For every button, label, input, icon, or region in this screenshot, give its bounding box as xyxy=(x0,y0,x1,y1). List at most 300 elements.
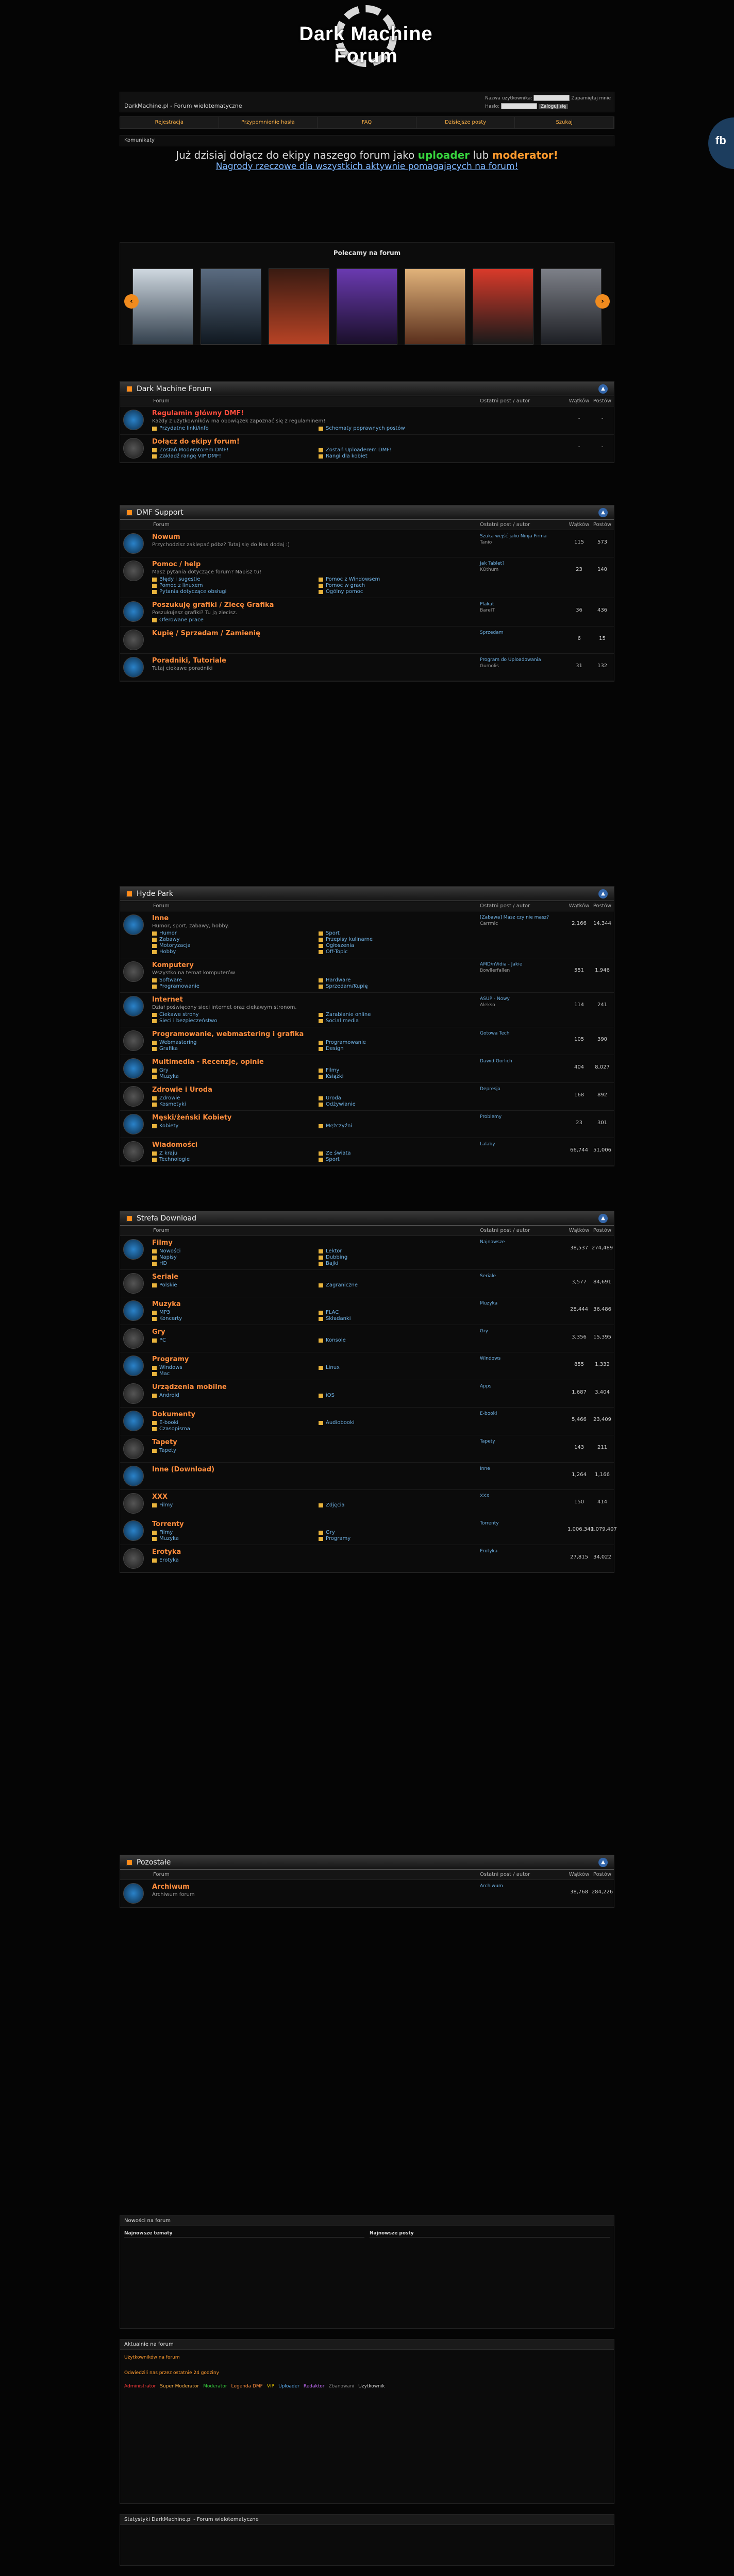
visitors-24h: Odwiedzili nas przez ostatnie 24 godziny xyxy=(124,2370,219,2376)
post-count: 8,027 xyxy=(595,1064,610,1070)
topic-count: 168 xyxy=(574,1092,585,1098)
legend-item: VIP xyxy=(266,2384,275,2389)
forum-title[interactable]: Programowanie, webmastering i grafika xyxy=(152,1030,304,1038)
forum-status-icon xyxy=(123,1328,144,1349)
topic-count: 6 xyxy=(577,636,581,641)
forum-title[interactable]: Archiwum xyxy=(152,1883,190,1891)
password-label: Hasło: xyxy=(485,104,500,109)
last-post-link[interactable]: Plakat xyxy=(480,602,494,607)
forum-description: Humor, sport, zabawy, hobby. xyxy=(152,923,229,929)
subforum-link[interactable]: Składanki xyxy=(319,1316,475,1321)
forum-title[interactable]: Dokumenty xyxy=(152,1411,195,1418)
category-icon xyxy=(126,1215,132,1222)
category-icon xyxy=(126,510,132,516)
category-header[interactable] xyxy=(120,887,614,901)
subforum-link[interactable]: Muzyka xyxy=(152,1536,308,1541)
collapse-icon[interactable]: ▲ xyxy=(598,889,608,899)
forum-description: Archiwum forum xyxy=(152,1892,195,1897)
topic-count: 114 xyxy=(574,1002,585,1008)
forum-status-icon xyxy=(123,657,144,677)
subforum-link[interactable]: Off-Topic xyxy=(319,949,475,955)
subforum-link[interactable]: Oferowane prace xyxy=(152,617,308,623)
last-post-link[interactable]: XXX xyxy=(480,1494,490,1499)
last-post-author[interactable]: Alekso xyxy=(480,1003,495,1008)
subforum-link[interactable]: Erotyka xyxy=(152,1557,308,1563)
forum-title[interactable]: Gry xyxy=(152,1328,165,1336)
topic-count: 23 xyxy=(576,567,582,572)
forum-status-icon xyxy=(123,1438,144,1459)
forum-row xyxy=(120,1545,614,1572)
top-bar xyxy=(120,92,614,112)
legend-item: Moderator xyxy=(203,2384,227,2389)
category-header[interactable] xyxy=(120,505,614,520)
menu-item[interactable]: Dzisiejsze posty xyxy=(416,117,515,128)
topic-count: 38,537 xyxy=(570,1245,588,1251)
username-label: Nazwa użytkownika: xyxy=(485,96,532,101)
site-logo[interactable] xyxy=(289,0,443,77)
collapse-icon[interactable]: ▲ xyxy=(598,384,608,394)
carousel-prev-icon[interactable]: ‹ xyxy=(124,294,139,309)
forum-row xyxy=(120,1490,614,1517)
forum-title[interactable]: Męski/żeński Kobiety xyxy=(152,1114,232,1122)
subforum-link[interactable]: Social media xyxy=(319,1018,475,1024)
forum-title[interactable]: Muzyka xyxy=(152,1300,181,1308)
last-post-link[interactable]: ASUP - Nowy xyxy=(480,996,510,1002)
last-post-link[interactable]: Muzyka xyxy=(480,1301,498,1306)
forum-description: Poszukujesz grafiki? Tu ją zlecisz. xyxy=(152,610,238,616)
last-post-author[interactable]: Bowllerfallen xyxy=(480,968,510,973)
forum-title[interactable]: Wiadomości xyxy=(152,1141,198,1149)
forum-status-icon xyxy=(123,914,144,935)
forum-status-icon xyxy=(123,996,144,1016)
topic-count: 38,768 xyxy=(570,1889,588,1895)
subforum-link[interactable]: Bajki xyxy=(319,1261,475,1266)
category xyxy=(120,1855,614,1908)
post-count: 84,691 xyxy=(593,1279,611,1285)
online-users: Użytkowników na forum xyxy=(124,2355,180,2360)
forum-title[interactable]: Inne (Download) xyxy=(152,1466,215,1473)
forum-row xyxy=(120,1111,614,1138)
forum-row xyxy=(120,406,614,435)
last-post-link[interactable]: Gry xyxy=(480,1329,489,1334)
collapse-icon[interactable]: ▲ xyxy=(598,1214,608,1223)
column-headers: Forum Ostatni post / autor Wątków Postów xyxy=(120,1226,614,1236)
last-post-link[interactable]: Inne xyxy=(480,1466,490,1471)
last-post-link[interactable]: Erotyka xyxy=(480,1549,498,1554)
last-post-link[interactable]: Windows xyxy=(480,1356,501,1361)
password-input[interactable] xyxy=(501,103,537,109)
category-title[interactable]: Strefa Download xyxy=(137,1214,196,1223)
last-post-link[interactable]: [Zabawa] Masz czy nie masz? xyxy=(480,915,549,920)
post-count: 1,946 xyxy=(595,968,610,973)
forum-title[interactable]: Zdrowie i Uroda xyxy=(152,1086,212,1094)
forum-title[interactable]: Programy xyxy=(152,1355,189,1363)
legend-item: Zbanowani xyxy=(328,2384,355,2389)
post-count: - xyxy=(601,416,604,421)
remember-label[interactable]: Zapamiętaj mnie xyxy=(571,96,611,101)
featured-cover[interactable] xyxy=(337,268,397,345)
forum-title[interactable]: Kupię / Sprzedam / Zamienię xyxy=(152,630,260,637)
column-headers: Forum Ostatni post / autor Wątków Postów xyxy=(120,1870,614,1880)
category-title[interactable]: Hyde Park xyxy=(137,889,174,898)
legend-item: Administrator xyxy=(124,2384,156,2389)
forum-status-icon xyxy=(123,1411,144,1431)
category xyxy=(120,505,614,682)
featured-cover[interactable] xyxy=(201,268,261,345)
forum-row xyxy=(120,1463,614,1490)
last-post-link[interactable]: AMD/nVidia - Jakie xyxy=(480,962,523,967)
forum-description: Przychodzisz zaklepać póbz? Tutaj się do Nas dodaj :) xyxy=(152,542,290,548)
subforum-link[interactable]: Mac xyxy=(152,1371,308,1377)
last-post-link[interactable]: Lalaby xyxy=(480,1142,495,1147)
post-count: 15 xyxy=(599,636,606,641)
topic-count: 5,466 xyxy=(572,1417,587,1422)
forum-status-icon xyxy=(123,1383,144,1404)
notice-label: Komunikaty xyxy=(120,135,614,146)
category-header[interactable] xyxy=(120,1855,614,1870)
site-title: Dark Machine Forum xyxy=(299,23,433,67)
legend-item: Super Moderator xyxy=(160,2384,199,2389)
post-count: 1,079,407 xyxy=(591,1527,617,1532)
topic-count: 31 xyxy=(576,663,582,669)
subforum-link[interactable]: Konsole xyxy=(319,1337,475,1343)
menu-item[interactable]: FAQ xyxy=(318,117,416,128)
subforum-link[interactable]: Audiobooki xyxy=(319,1420,475,1426)
forum-title[interactable]: Regulamin główny DMF! xyxy=(152,410,244,417)
last-post-link[interactable]: E-booki xyxy=(480,1411,497,1416)
subforum-link[interactable]: Humor xyxy=(152,930,308,936)
subforum-link[interactable]: Hobby xyxy=(152,949,308,955)
subforum-link[interactable]: Gry xyxy=(152,1067,308,1073)
topic-count: 105 xyxy=(574,1037,585,1042)
subforum-link[interactable]: Rangi dla kobiet xyxy=(319,453,475,459)
subforum-link[interactable]: Odżywianie xyxy=(319,1101,475,1107)
subforum-link[interactable]: Koncerty xyxy=(152,1316,308,1321)
featured-cover[interactable] xyxy=(405,268,465,345)
subforum-link[interactable]: Sport xyxy=(319,1157,475,1162)
last-post-author[interactable]: Tanio xyxy=(480,540,492,545)
forum-row xyxy=(120,958,614,993)
subforum-link[interactable]: Nowości xyxy=(152,1248,308,1254)
forum-description: Masz pytania dotyczące forum? Napisz tu! xyxy=(152,569,262,575)
forum-title[interactable]: Urządzenia mobilne xyxy=(152,1383,227,1391)
subforum-link[interactable]: Ogłoszenia xyxy=(319,943,475,948)
topic-count: 23 xyxy=(576,1120,582,1126)
subforum-link[interactable]: Kosmetyki xyxy=(152,1101,308,1107)
username-input[interactable] xyxy=(533,95,570,101)
forum-row xyxy=(120,993,614,1027)
subforum-link[interactable]: Windows xyxy=(152,1365,308,1370)
featured-cover[interactable] xyxy=(541,268,602,345)
last-post-link[interactable]: Najnowsze xyxy=(480,1240,505,1245)
login-form xyxy=(485,94,611,111)
breadcrumb[interactable]: DarkMachine.pl - Forum wielotematyczne xyxy=(124,103,242,109)
topic-count: 150 xyxy=(574,1499,585,1505)
online-title: Aktualnie na forum xyxy=(120,2340,614,2350)
forum-title[interactable]: Filmy xyxy=(152,1239,173,1247)
subforum-link[interactable]: MP3 xyxy=(152,1310,308,1315)
forum-row xyxy=(120,598,614,626)
forum-status-icon xyxy=(123,1493,144,1514)
subforum-link[interactable]: Programy xyxy=(319,1536,475,1541)
forum-row xyxy=(120,1408,614,1435)
forum-description: Każdy z użytkowników ma obowiązek zapoznać się z regulaminem! xyxy=(152,418,326,424)
forum-title[interactable]: Poradniki, Tutoriale xyxy=(152,657,226,665)
forum-title[interactable]: Tapety xyxy=(152,1438,177,1446)
post-count: 14,344 xyxy=(593,921,611,926)
subforum-link[interactable]: Schematy poprawnych postów xyxy=(319,426,475,431)
subforum-link[interactable]: Sport xyxy=(319,930,475,936)
forum-row xyxy=(120,1138,614,1166)
last-post-link[interactable]: Tapety xyxy=(480,1439,495,1444)
forum-row xyxy=(120,1325,614,1352)
last-post-link[interactable]: Problemy xyxy=(480,1114,502,1120)
last-post-link[interactable]: Depresja xyxy=(480,1087,501,1092)
post-count: 274,489 xyxy=(591,1245,613,1251)
subforum-link[interactable]: E-booki xyxy=(152,1420,308,1426)
forum-row xyxy=(120,1880,614,1907)
subforum-link[interactable]: Dubbing xyxy=(319,1255,475,1260)
notice-link[interactable]: Nagrody rzeczowe dla wszystkich aktywnie pomagających na forum! xyxy=(215,161,519,172)
forum-row xyxy=(120,654,614,681)
last-post-link[interactable]: Archiwum xyxy=(480,1884,503,1889)
last-post-author[interactable]: BareIT xyxy=(480,608,495,613)
subforum-link[interactable]: Grafika xyxy=(152,1046,308,1052)
subforum-link[interactable]: Sprzedam/Kupię xyxy=(319,984,475,989)
subforum-link[interactable]: Ciekawe strony xyxy=(152,1012,308,1018)
subforum-link[interactable]: Czasopisma xyxy=(152,1426,308,1432)
forum-title[interactable]: Inne xyxy=(152,914,169,922)
forum-row xyxy=(120,435,614,463)
forum-status-icon xyxy=(123,1273,144,1294)
category-header[interactable] xyxy=(120,1211,614,1226)
subforum-link[interactable]: Książki xyxy=(319,1074,475,1079)
post-count: 132 xyxy=(597,663,608,669)
post-count: 1,166 xyxy=(595,1472,610,1478)
forum-status-icon xyxy=(123,1030,144,1051)
category-header[interactable] xyxy=(120,382,614,396)
subforum-link[interactable]: FLAC xyxy=(319,1310,475,1315)
forum-description: Tutaj ciekawe poradniki xyxy=(152,666,213,671)
forum-row xyxy=(120,626,614,654)
forum-title[interactable]: Seriale xyxy=(152,1273,179,1281)
subforum-link[interactable]: Ogólny pomoc xyxy=(319,589,475,595)
forum-title[interactable]: Internet xyxy=(152,996,183,1004)
forum-status-icon xyxy=(123,1883,144,1904)
subforum-link[interactable]: Zostań Uploaderem DMF! xyxy=(319,447,475,453)
forum-status-icon xyxy=(123,1355,144,1376)
forum-title[interactable]: Multimedia - Recenzje, opinie xyxy=(152,1058,264,1066)
subforum-link[interactable]: Pomoc z linuxem xyxy=(152,583,308,588)
group-legend xyxy=(120,2381,614,2392)
subforum-link[interactable]: Z kraju xyxy=(152,1150,308,1156)
featured-cover[interactable] xyxy=(132,268,193,345)
post-count: 1,332 xyxy=(595,1362,610,1367)
subforum-link[interactable]: iOS xyxy=(319,1393,475,1398)
collapse-icon[interactable]: ▲ xyxy=(598,508,608,517)
category xyxy=(120,1211,617,1573)
forum-row xyxy=(120,530,614,557)
topic-count: 551 xyxy=(574,968,585,973)
category xyxy=(120,886,614,1166)
login-button[interactable]: Zaloguj się xyxy=(539,104,568,109)
post-count: 211 xyxy=(597,1445,608,1450)
last-post-link[interactable]: Szuka wejść jako Ninja Firma xyxy=(480,534,547,539)
subforum-link[interactable]: Hardware xyxy=(319,977,475,983)
post-count: 573 xyxy=(597,539,608,545)
last-post-author[interactable]: Carrmic xyxy=(480,921,498,926)
forum-row xyxy=(120,557,614,598)
subforum-link[interactable]: Linux xyxy=(319,1365,475,1370)
featured-cover[interactable] xyxy=(473,268,533,345)
forum-status-icon xyxy=(123,561,144,581)
last-post-link[interactable]: Apps xyxy=(480,1384,492,1389)
topic-count: 28,444 xyxy=(570,1307,588,1312)
subforum-link[interactable]: Przepisy kulinarne xyxy=(319,937,475,942)
subforum-link[interactable]: Zabawy xyxy=(152,937,308,942)
forum-title[interactable]: Nowum xyxy=(152,533,180,541)
subforum-link[interactable]: Pomoc z Windowsem xyxy=(319,577,475,582)
collapse-icon[interactable]: ▲ xyxy=(598,1858,608,1867)
subforum-link[interactable]: Sieci i bezpieczeństwo xyxy=(152,1018,308,1024)
subforum-link[interactable]: Filmy xyxy=(152,1530,308,1535)
post-count: 23,409 xyxy=(593,1417,611,1422)
post-count: 892 xyxy=(597,1092,608,1098)
subforum-link[interactable]: Filmy xyxy=(152,1502,308,1508)
subforum-link[interactable]: Błędy i sugestie xyxy=(152,577,308,582)
subforum-link[interactable]: Ze świata xyxy=(319,1150,475,1156)
subforum-link[interactable]: Pytania dotyczące obsługi xyxy=(152,589,308,595)
subforum-link[interactable]: Programowanie xyxy=(319,1040,475,1045)
forum-title[interactable]: Pomoc / help xyxy=(152,561,201,568)
topic-count: 1,006,340 xyxy=(568,1527,594,1532)
subforum-link[interactable]: PC xyxy=(152,1337,308,1343)
new-content-box xyxy=(120,2215,614,2329)
forum-status-icon xyxy=(123,1141,144,1162)
last-post-link[interactable]: Program do Uploadowania xyxy=(480,657,541,663)
post-count: - xyxy=(601,444,604,450)
topic-count: 115 xyxy=(574,539,585,545)
forum-row xyxy=(120,1435,614,1463)
subforum-link[interactable]: Muzyka xyxy=(152,1074,308,1079)
menu-item[interactable]: Rejestracja xyxy=(120,117,219,128)
subforum-link[interactable]: Pomoc w grach xyxy=(319,583,475,588)
topic-count: 27,815 xyxy=(570,1554,588,1560)
legend-item: Użytkownik xyxy=(358,2384,385,2389)
board-stats-title: Statystyki DarkMachine.pl - Forum wielotematyczne xyxy=(120,2515,614,2525)
menu-item[interactable]: Szukaj xyxy=(515,117,614,128)
subforum-link[interactable]: Zostań Moderatorem DMF! xyxy=(152,447,308,453)
subforum-link[interactable]: Gry xyxy=(319,1530,475,1535)
category-icon xyxy=(126,1859,132,1866)
legend-item: Legenda DMF xyxy=(231,2384,263,2389)
subforum-link[interactable]: Technologie xyxy=(152,1157,308,1162)
post-count: 301 xyxy=(597,1120,608,1126)
carousel-next-icon[interactable]: › xyxy=(595,294,610,309)
last-post-link[interactable]: Dawid Gorlich xyxy=(480,1059,512,1064)
subforum-link[interactable]: Programowanie xyxy=(152,984,308,989)
forum-row xyxy=(120,1083,614,1111)
forum-title[interactable]: Erotyka xyxy=(152,1548,181,1556)
topic-count: 404 xyxy=(574,1064,585,1070)
subforum-link[interactable]: Design xyxy=(319,1046,475,1052)
forum-row xyxy=(120,1517,617,1545)
last-post-link[interactable]: Gotowa Tech xyxy=(480,1031,510,1036)
subforum-link[interactable]: Webmastering xyxy=(152,1040,308,1045)
menu-item[interactable]: Przypomnienie hasła xyxy=(219,117,318,128)
last-post-author[interactable]: KOthum xyxy=(480,567,499,572)
subforum-link[interactable]: Tapety xyxy=(152,1448,308,1453)
post-count: 390 xyxy=(597,1037,608,1042)
subforum-link[interactable]: Przydatne linki/info xyxy=(152,426,308,431)
subforum-link[interactable]: Kobiety xyxy=(152,1123,308,1129)
facebook-icon[interactable]: fb xyxy=(708,117,734,169)
subforum-link[interactable]: Zagraniczne xyxy=(319,1282,475,1288)
forum-title[interactable]: Torrenty xyxy=(152,1520,184,1528)
last-post-link[interactable]: Jak Tablet? xyxy=(480,561,505,566)
forum-row xyxy=(120,1270,614,1297)
last-post-author[interactable]: Gumolis xyxy=(480,664,499,669)
category-title[interactable]: DMF Support xyxy=(137,508,184,517)
column-headers: Forum Ostatni post / autor Wątków Postów xyxy=(120,520,614,530)
forum-status-icon xyxy=(123,601,144,622)
category-title[interactable]: Pozostałe xyxy=(137,1858,171,1867)
column-headers: Forum Ostatni post / autor Wątków Postów xyxy=(120,396,614,406)
forum-row xyxy=(120,911,614,958)
forum-title[interactable]: XXX xyxy=(152,1493,168,1501)
subforum-link[interactable]: Zarabianie online xyxy=(319,1012,475,1018)
legend-item: Redaktor xyxy=(303,2384,325,2389)
forum-title[interactable]: Dołącz do ekipy forum! xyxy=(152,438,240,446)
forum-status-icon xyxy=(123,630,144,650)
forum-status-icon xyxy=(123,1548,144,1569)
forum-row xyxy=(120,1352,614,1380)
subforum-link[interactable]: Zakładź rangę VIP DMF! xyxy=(152,453,308,459)
forum-description: Dział poświęcony sieci internet oraz ciekawym stronom. xyxy=(152,1005,297,1010)
category-title[interactable]: Dark Machine Forum xyxy=(137,384,212,393)
last-post-link[interactable]: Torrenty xyxy=(480,1521,499,1526)
subforum-link[interactable]: Napisy xyxy=(152,1255,308,1260)
topic-count: 3,577 xyxy=(572,1279,587,1285)
topic-count: 855 xyxy=(574,1362,585,1367)
featured-cover[interactable] xyxy=(269,268,329,345)
board-stats-box xyxy=(120,2514,614,2566)
post-count: 15,395 xyxy=(593,1334,611,1340)
subforum-link[interactable]: Lektor xyxy=(319,1248,475,1254)
forum-status-icon xyxy=(123,1239,144,1260)
subforum-link[interactable]: Zdjęcia xyxy=(319,1502,475,1508)
forum-title[interactable]: Komputery xyxy=(152,961,194,969)
subforum-link[interactable]: Uroda xyxy=(319,1095,475,1101)
subforum-link[interactable]: Motoryzacja xyxy=(152,943,308,948)
subforum-link[interactable]: Software xyxy=(152,977,308,983)
forum-status-icon xyxy=(123,410,144,430)
last-post-link[interactable]: Seriale xyxy=(480,1274,496,1279)
last-post-link[interactable]: Sprzedam xyxy=(480,630,504,635)
topic-count: - xyxy=(578,416,580,421)
subforum-link[interactable]: Filmy xyxy=(319,1067,475,1073)
category-icon xyxy=(126,386,132,392)
featured-title: Polecamy na forum xyxy=(333,249,401,257)
subforum-link[interactable]: HD xyxy=(152,1261,308,1266)
subforum-link[interactable]: Mężczyźni xyxy=(319,1123,475,1129)
subforum-link[interactable]: Android xyxy=(152,1393,308,1398)
forum-title[interactable]: Poszukuję grafiki / Zlecę Grafika xyxy=(152,601,274,609)
subforum-link[interactable]: Polskie xyxy=(152,1282,308,1288)
post-count: 36,486 xyxy=(593,1307,611,1312)
forum-row xyxy=(120,1027,614,1055)
subforum-link[interactable]: Zdrowie xyxy=(152,1095,308,1101)
